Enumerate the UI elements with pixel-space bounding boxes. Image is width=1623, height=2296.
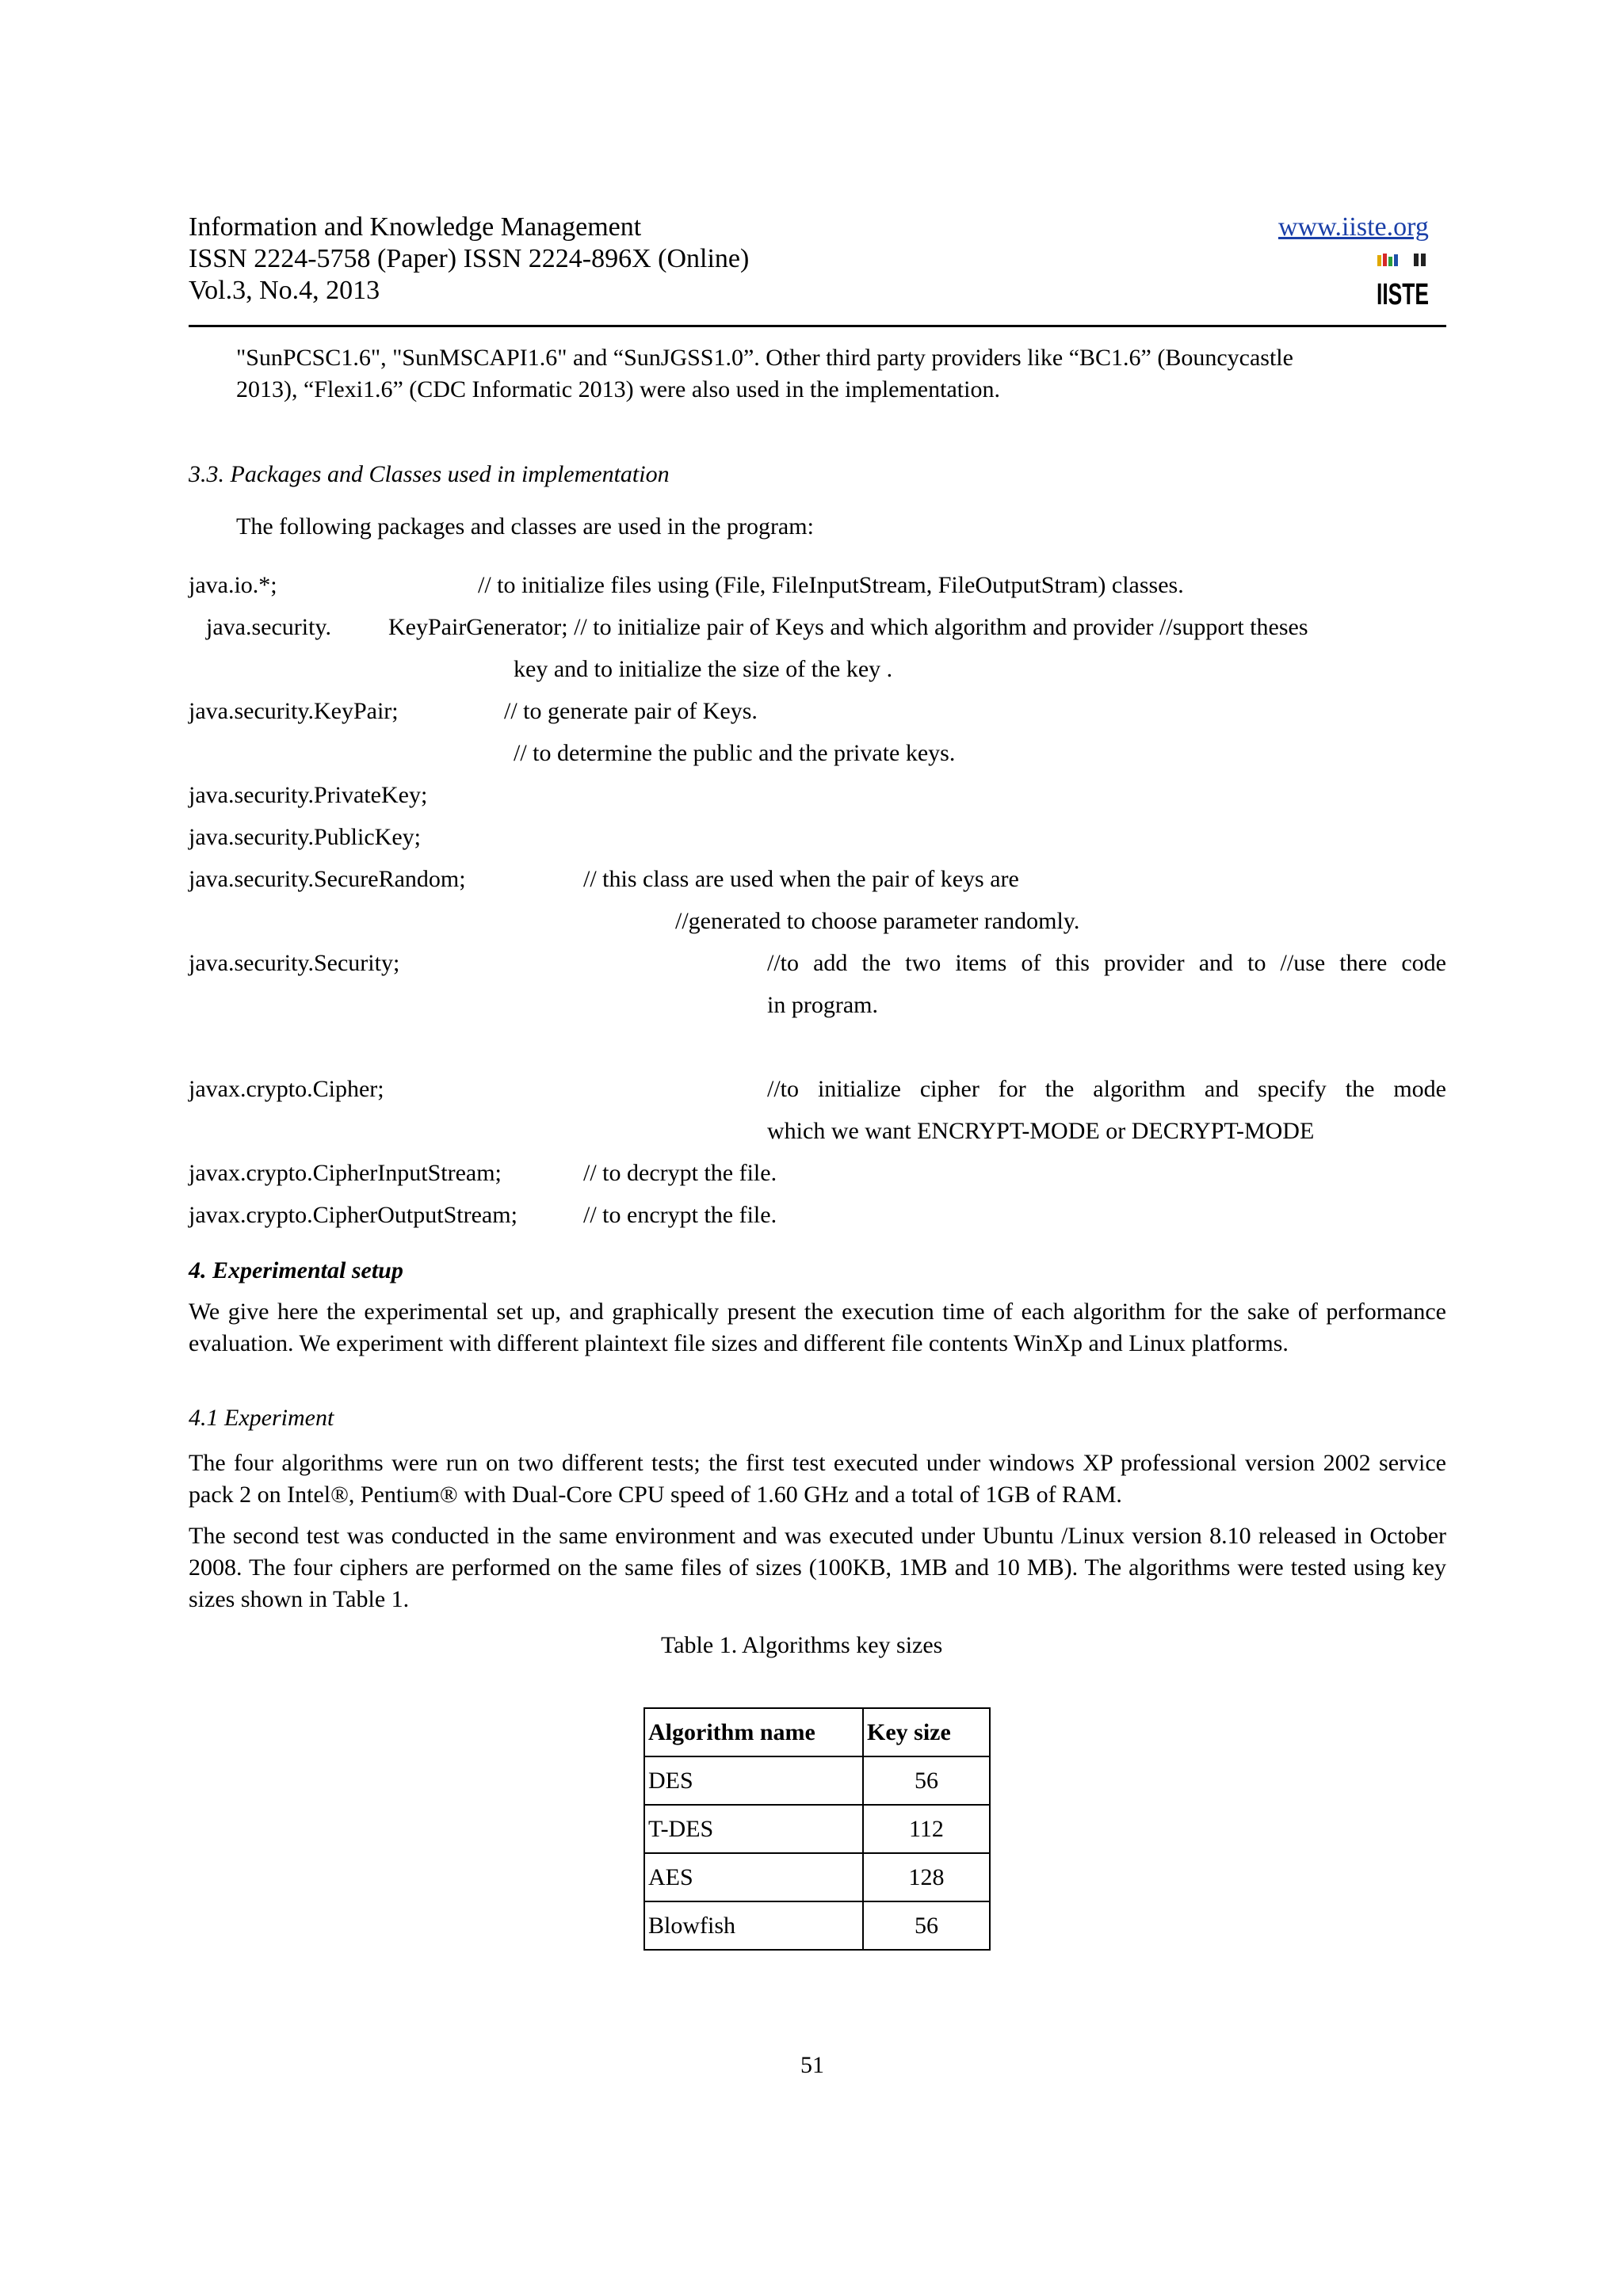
section-4-heading: 4. Experimental setup — [189, 1257, 403, 1283]
code-kpg-c: key and to initialize the size of the key . — [514, 656, 893, 682]
code-io: java.io.*; — [189, 572, 277, 598]
table-cell-keysize: 56 — [863, 1756, 990, 1805]
table-header-keysize: Key size — [863, 1708, 990, 1756]
table-caption: Table 1. Algorithms key sizes — [661, 1632, 943, 1658]
table-cell-algorithm: Blowfish — [644, 1901, 863, 1950]
section-4-1-paragraph-1: The four algorithms were run on two different tests; the first test executed under windows XP professional version 2002 service pack 2 on Intel®, Pentium® with Dual-Core CPU speed of 1.60 GHz and a total of 1GB of RAM. — [189, 1450, 1446, 1508]
table-cell-algorithm: T-DES — [644, 1805, 863, 1853]
code-keypair: java.security.KeyPair; — [189, 698, 399, 724]
table-cell-algorithm: DES — [644, 1756, 863, 1805]
table-cell-algorithm: AES — [644, 1853, 863, 1901]
code-securerandom-comment: // this class are used when the pair of keys are — [583, 866, 1019, 892]
section-4-paragraph: We give here the experimental set up, and graphically present the execution time of each algorithm for the sake of performance evaluation. We experiment with different plaintext file sizes and different file contents WinXp and Linux platforms. — [189, 1299, 1446, 1356]
code-privatekey: java.security.PrivateKey; — [189, 782, 428, 808]
code-cipheroutputstream: javax.crypto.CipherOutputStream; — [189, 1202, 517, 1228]
code-cipherinputstream: javax.crypto.CipherInputStream; — [189, 1160, 502, 1186]
key-size-table — [643, 1707, 991, 1951]
section-4-1-heading: 4.1 Experiment — [189, 1405, 334, 1431]
code-publickey: java.security.PublicKey; — [189, 824, 421, 850]
svg-text:IISTE: IISTE — [1377, 278, 1429, 311]
code-cipherinputstream-comment: // to decrypt the file. — [583, 1160, 777, 1186]
code-securerandom: java.security.SecureRandom; — [189, 866, 466, 892]
intro-line-1: "SunPCSC1.6", "SunMSCAPI1.6" and “SunJGSS1.0”. Other third party providers like “BC1.6” (Bouncycastle — [236, 345, 1293, 371]
website-link[interactable]: www.iiste.org — [1278, 212, 1429, 242]
code-keypair-comment-2: // to determine the public and the private keys. — [514, 740, 956, 766]
code-security-comment-2: in program. — [767, 992, 878, 1018]
table-row — [644, 1805, 990, 1853]
code-cipher: javax.crypto.Cipher; — [189, 1076, 384, 1102]
code-kpg-b: KeyPairGenerator; // to initialize pair of Keys and which algorithm and provider //support theses — [388, 614, 1308, 640]
table-cell-keysize: 56 — [863, 1901, 990, 1950]
code-securerandom-comment-2: //generated to choose parameter randomly. — [675, 908, 1080, 934]
code-security-comment: //to add the two items of this provider and to //use there code — [767, 950, 1446, 976]
header-divider — [189, 325, 1446, 327]
section-4-1-paragraph-2: The second test was conducted in the same environment and was executed under Ubuntu /Linux version 8.10 released in October 2008. The four ciphers are performed on the same files of sizes (100KB, 1MB and 10 MB). The algorithms were tested using key sizes shown in Table 1. — [189, 1523, 1446, 1612]
page-number: 51 — [800, 2052, 824, 2078]
table-row — [644, 1853, 990, 1901]
section-3-3-heading: 3.3. Packages and Classes used in implementation — [189, 461, 670, 487]
table-row — [644, 1756, 990, 1805]
code-keypair-comment: // to generate pair of Keys. — [504, 698, 758, 724]
section-3-3-lead: The following packages and classes are used in the program: — [236, 513, 814, 540]
code-security: java.security.Security; — [189, 950, 400, 976]
volume: Vol.3, No.4, 2013 — [189, 276, 380, 305]
code-cipheroutputstream-comment: // to encrypt the file. — [583, 1202, 777, 1228]
code-cipher-comment-2: which we want ENCRYPT-MODE or DECRYPT-MODE — [767, 1118, 1315, 1144]
code-io-comment: // to initialize files using (File, FileInputStream, FileOutputStram) classes. — [478, 572, 1184, 598]
intro-line-2: 2013), “Flexi1.6” (CDC Informatic 2013) were also used in the implementation. — [236, 376, 1000, 402]
code-kpg-a: java.security. — [206, 614, 331, 640]
iiste-logo — [1376, 252, 1430, 311]
table-header-row — [644, 1708, 990, 1756]
code-cipher-comment: //to initialize cipher for the algorithm and specify the mode — [767, 1076, 1446, 1102]
table-cell-keysize: 112 — [863, 1805, 990, 1853]
table-row — [644, 1901, 990, 1950]
table-header-algorithm: Algorithm name — [644, 1708, 863, 1756]
table-cell-keysize: 128 — [863, 1853, 990, 1901]
issn: ISSN 2224-5758 (Paper) ISSN 2224-896X (Online) — [189, 244, 750, 273]
journal-title: Information and Knowledge Management — [189, 212, 642, 242]
